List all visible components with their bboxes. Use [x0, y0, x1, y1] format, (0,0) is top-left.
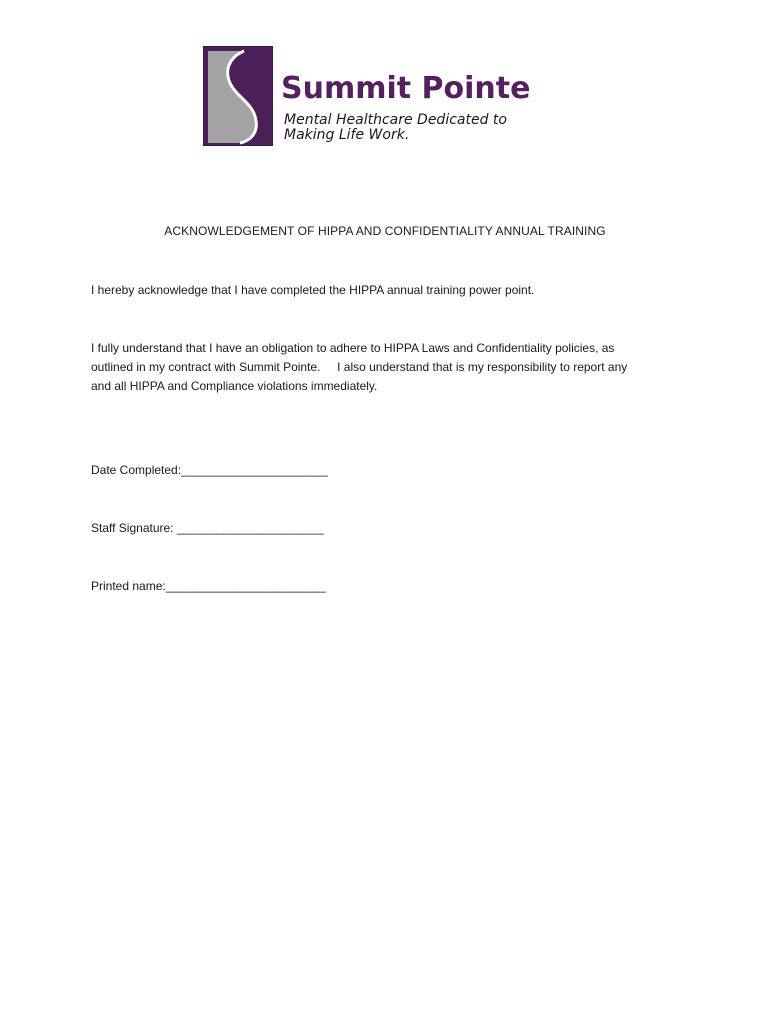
- acknowledgement-paragraph: [91, 281, 691, 300]
- obligation-line-3: and all HIPPA and Compliance violations immediately.: [91, 379, 378, 393]
- staff-signature-field: Staff Signature: ______________________: [91, 521, 324, 535]
- document-title: ACKNOWLEDGEMENT OF HIPPA AND CONFIDENTIALITY ANNUAL TRAINING: [164, 224, 606, 238]
- summit-pointe-logo: [203, 46, 563, 148]
- obligation-line-1: I fully understand that I have an obligation to adhere to HIPPA Laws and Confidentiality policies, as: [91, 341, 615, 355]
- obligation-paragraph: [91, 339, 691, 396]
- logo-tagline-line-1: Mental Healthcare Dedicated to: [284, 112, 507, 128]
- printed-name-field: Printed name:________________________: [91, 579, 326, 593]
- logo-tagline-line-2: Making Life Work.: [284, 127, 410, 143]
- logo-s-mark-icon: [203, 46, 273, 146]
- logo-company-name: Summit Pointe: [281, 71, 531, 106]
- obligation-line-2: outlined in my contract with Summit Pointe. I also understand that is my responsibility to report any: [91, 360, 628, 374]
- acknowledgement-text: I hereby acknowledge that I have completed the HIPPA annual training power point.: [91, 283, 535, 297]
- date-completed-field: Date Completed:______________________: [91, 463, 328, 477]
- logo-tagline: [284, 113, 507, 143]
